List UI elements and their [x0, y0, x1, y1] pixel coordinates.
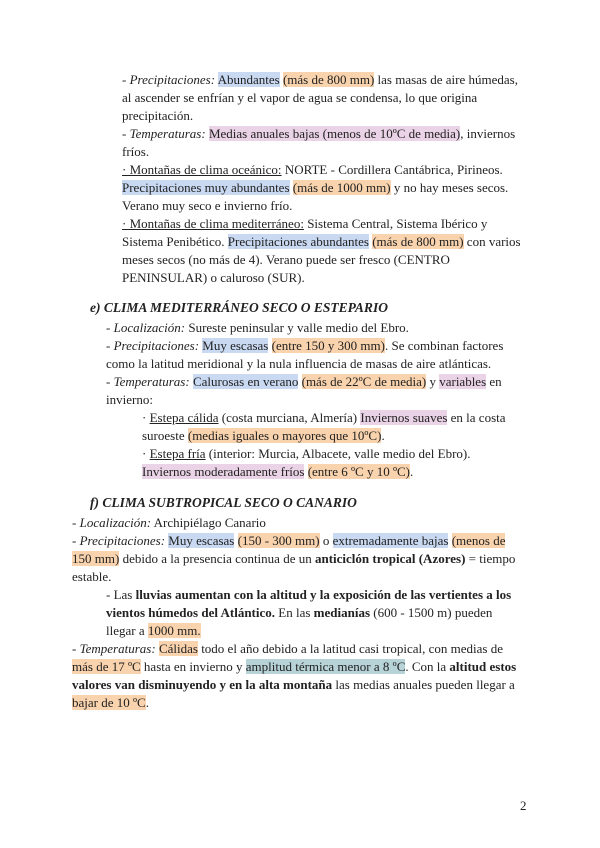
highlighted-text: (entre 150 y 300 mm) — [271, 338, 385, 353]
text-segment: precipitación. — [122, 108, 194, 123]
highlighted-text: bajar de 10 ºC — [72, 695, 146, 710]
text-line — [122, 143, 149, 160]
text-segment: - — [106, 338, 114, 353]
text-line — [106, 622, 201, 639]
text-segment: (costa murciana, Almería) — [218, 410, 361, 425]
text-line — [106, 391, 153, 408]
text-segment: . Se combinan factores — [384, 338, 504, 353]
text-line — [122, 161, 503, 178]
text-line — [142, 445, 471, 462]
text-line — [122, 215, 487, 232]
text-segment: vientos húmedos del Atlántico. — [106, 605, 276, 620]
text-segment: las masas de aire húmedas, — [374, 72, 518, 87]
highlighted-text: Inviernos moderadamente fríos — [142, 464, 305, 479]
text-segment: Verano muy seco e invierno frío. — [122, 198, 293, 213]
text-segment: Estepa fría — [149, 446, 206, 461]
highlighted-text: (150 - 300 mm) — [237, 533, 320, 548]
highlighted-text: Cálidas — [158, 641, 198, 656]
text-segment: medianías — [313, 605, 370, 620]
highlighted-text: (más de 800 mm) — [372, 234, 464, 249]
text-line — [122, 251, 450, 268]
text-segment: en la costa — [447, 410, 506, 425]
text-segment: - — [72, 515, 80, 530]
highlighted-text: (menos de — [451, 533, 506, 548]
text-line — [72, 514, 266, 531]
text-segment: meses secos (no más de 4). Verano puede ser fresco (CENTRO — [122, 252, 450, 267]
text-segment: invierno: — [106, 392, 153, 407]
section-heading: e) CLIMA MEDITERRÁNEO SECO O ESTEPARIO — [90, 300, 388, 315]
text-segment: anticiclón tropical (Azores) — [314, 551, 466, 566]
text-line — [106, 586, 511, 603]
text-segment: . — [145, 695, 149, 710]
text-segment: suroeste — [142, 428, 188, 443]
text-line — [122, 233, 521, 250]
text-line — [122, 179, 508, 196]
text-segment: - — [72, 641, 80, 656]
text-segment: Precipitaciones: — [113, 338, 200, 353]
text-segment: estable. — [72, 569, 112, 584]
text-line — [106, 373, 502, 390]
text-line — [72, 532, 505, 549]
text-segment: Estepa cálida — [149, 410, 219, 425]
text-segment: como la latitud meridional y la nula influencia de masas de aire atlánticas. — [106, 356, 492, 371]
text-line — [106, 355, 491, 372]
text-segment: Sistema Penibético. — [122, 234, 228, 249]
text-segment: PENINSULAR) o caluroso (SUR). — [122, 270, 305, 285]
text-segment: · — [142, 446, 150, 461]
text-line — [72, 568, 111, 585]
highlighted-text: (más de 1000 mm) — [292, 180, 391, 195]
text-segment: con varios — [463, 234, 521, 249]
text-line — [142, 409, 506, 426]
text-segment: hasta en invierno y — [140, 659, 246, 674]
text-segment: Archipiélago Canario — [151, 515, 266, 530]
highlighted-text: amplitud térmica menor a 8 ºC — [245, 659, 406, 674]
page-number: 2 — [520, 798, 527, 813]
text-segment: · Montañas de clima oceánico: — [122, 162, 282, 177]
text-segment: Temperaturas: — [79, 641, 156, 656]
text-segment: y — [426, 374, 440, 389]
highlighted-text: (medias iguales o mayores que 10ºC) — [187, 428, 382, 443]
text-segment: - — [106, 374, 114, 389]
text-segment: las medias anuales pueden llegar a — [332, 677, 515, 692]
text-segment: debido a la presencia continua de un — [119, 551, 315, 566]
text-segment: , inviernos — [460, 126, 516, 141]
text-segment: todo el año debido a la latitud casi tropical, con medias de — [197, 641, 503, 656]
text-segment: = tiempo — [465, 551, 516, 566]
text-segment: altitud estos — [449, 659, 517, 674]
text-segment: Temperaturas: — [129, 126, 206, 141]
highlighted-text: (entre 6 ºC y 10 ºC) — [307, 464, 410, 479]
highlighted-text: Muy escasas — [168, 533, 235, 548]
text-segment: en — [486, 374, 502, 389]
highlighted-text: (más de 800 mm) — [282, 72, 375, 87]
highlighted-text: extremadamente bajas — [332, 533, 449, 548]
text-segment: NORTE - Cordillera Cantábrica, Pirineos. — [281, 162, 503, 177]
text-segment: . Con la — [405, 659, 450, 674]
text-segment: · — [142, 410, 150, 425]
text-line — [72, 658, 516, 675]
text-segment: . — [381, 428, 385, 443]
highlighted-text: Muy escasas — [202, 338, 269, 353]
text-segment: al ascender se enfrían y el vapor de agua se condensa, lo que origina — [122, 90, 478, 105]
text-line — [90, 494, 357, 511]
text-line — [72, 640, 503, 657]
text-segment: - — [72, 533, 80, 548]
text-segment: (interior: Murcia, Albacete, valle medio del Ebro). — [205, 446, 471, 461]
text-segment: - Las — [106, 587, 136, 602]
text-line — [106, 604, 492, 621]
text-line — [122, 89, 477, 106]
text-line — [122, 197, 292, 214]
text-line — [90, 299, 388, 316]
highlighted-text: Precipitaciones abundantes — [227, 234, 369, 249]
highlighted-text: 150 mm) — [72, 551, 120, 566]
text-line — [122, 107, 193, 124]
text-segment: Localización: — [113, 320, 186, 335]
text-segment: Temperaturas: — [113, 374, 190, 389]
text-segment: Localización: — [79, 515, 152, 530]
text-line — [106, 319, 409, 336]
text-line — [72, 550, 515, 567]
text-line — [122, 71, 518, 88]
text-segment: Precipitaciones: — [129, 72, 216, 87]
text-line — [142, 463, 413, 480]
text-segment: En las — [275, 605, 314, 620]
text-segment: · Montañas de clima mediterráneo: — [122, 216, 304, 231]
text-segment: o — [319, 533, 333, 548]
highlighted-text: variables — [439, 374, 487, 389]
highlighted-text: Medias anuales bajas (menos de 10ºC de media) — [208, 126, 461, 141]
text-line — [72, 694, 149, 711]
text-segment: - — [122, 126, 130, 141]
highlighted-text: (más de 22ºC de media) — [301, 374, 427, 389]
text-line — [72, 676, 515, 693]
highlighted-text: 1000 mm. — [147, 623, 201, 638]
text-line — [122, 269, 305, 286]
text-segment: . — [410, 464, 414, 479]
highlighted-text: más de 17 ºC — [72, 659, 141, 674]
text-segment: - — [106, 320, 114, 335]
text-line — [106, 337, 503, 354]
highlighted-text: Calurosas en verano — [192, 374, 299, 389]
section-heading: f) CLIMA SUBTROPICAL SECO O CANARIO — [90, 495, 357, 510]
text-line — [142, 427, 385, 444]
highlighted-text: Abundantes — [217, 72, 280, 87]
text-segment: fríos. — [122, 144, 150, 159]
text-segment: valores van disminuyendo y en la alta montaña — [72, 677, 333, 692]
text-segment: Sistema Central, Sistema Ibérico y — [303, 216, 488, 231]
text-segment: lluvias aumentan con la altitud y la exposición de las vertientes a los — [135, 587, 512, 602]
text-segment: Precipitaciones: — [79, 533, 166, 548]
text-segment: Sureste peninsular y valle medio del Ebro. — [185, 320, 409, 335]
text-segment: y no hay meses secos. — [390, 180, 509, 195]
highlighted-text: Inviernos suaves — [360, 410, 448, 425]
text-segment: (600 - 1500 m) pueden — [370, 605, 493, 620]
text-line — [122, 125, 515, 142]
text-segment: - — [122, 72, 130, 87]
text-segment: llegar a — [106, 623, 148, 638]
highlighted-text: Precipitaciones muy abundantes — [122, 180, 290, 195]
